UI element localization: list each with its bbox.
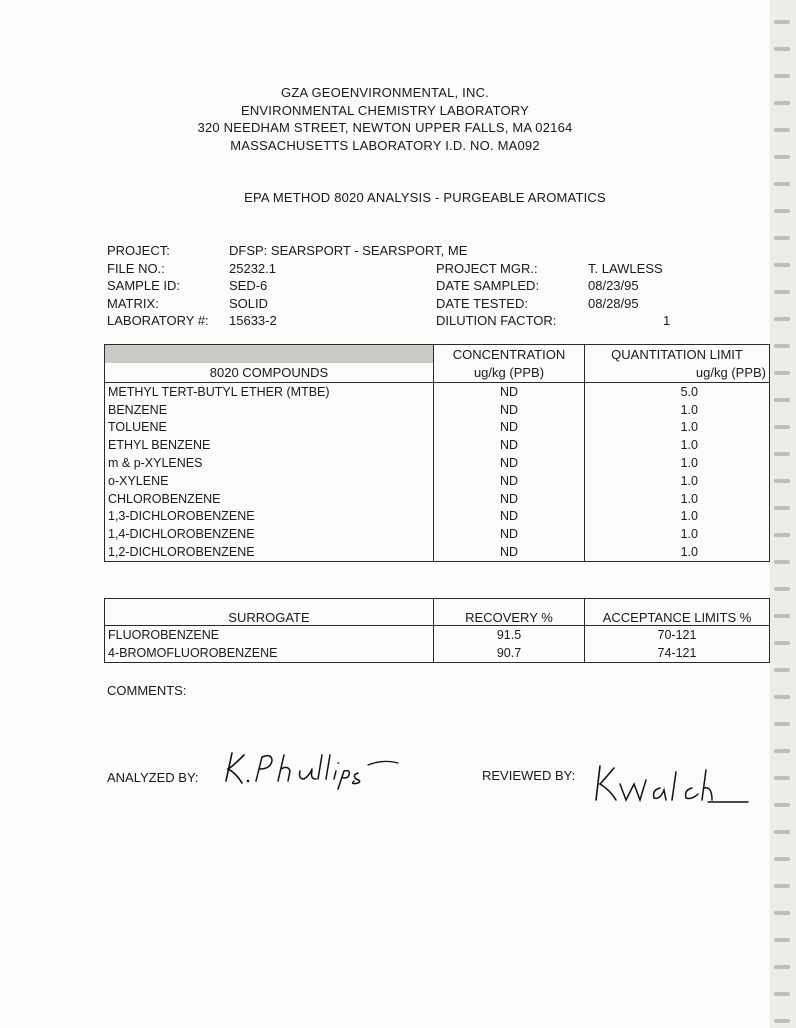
analyzed-signature [218,745,408,790]
compound-limit: 1.0 [680,545,698,560]
compound-limit: 1.0 [680,420,698,435]
labno-label: LABORATORY #: [107,313,209,328]
binding-hole [774,209,790,213]
compound-limit: 1.0 [680,456,698,471]
binding-hole [774,830,790,834]
lab-id: MASSACHUSETTS LABORATORY I.D. NO. MA092 [230,137,540,153]
binding-hole [774,506,790,510]
dilution-label: DILUTION FACTOR: [436,313,557,328]
binding-hole [774,74,790,78]
company-name: GZA GEOENVIRONMENTAL, INC. [281,85,489,100]
compound-name: 1,4-DICHLOROBENZENE [105,525,434,543]
dilution-value: 1 [663,313,671,328]
surrogate-recovery: 91.5 [434,626,585,645]
binding-hole [774,560,790,564]
project-label: PROJECT: [107,243,170,258]
compound-name: TOLUENE [105,419,434,437]
compound-concentration: ND [434,401,585,419]
binding-hole [774,776,790,780]
mgr-value: T. LAWLESS [588,260,663,276]
binding-hole [774,965,790,969]
table-row [105,490,770,508]
analyzed-label: ANALYZED BY: [107,770,199,785]
file-value: 25232.1 [229,260,276,276]
binding-hole [774,47,790,51]
quantitation-header: QUANTITATION LIMIT [585,345,770,364]
info-values-right [588,260,670,330]
binding-hole [774,236,790,240]
compound-limit: 1.0 [680,473,698,488]
sampled-label: DATE SAMPLED: [436,278,540,293]
binding-hole [774,452,790,456]
compound-name: 1,2-DICHLOROBENZENE [105,543,434,561]
recovery-header: RECOVERY % [434,599,585,626]
binding-hole [774,749,790,753]
binding-hole [774,20,790,24]
table-row [105,419,770,437]
binding-hole [774,641,790,645]
tested-label: DATE TESTED: [436,295,528,311]
binding-hole [774,587,790,591]
table-row [105,543,770,561]
binding-hole [774,263,790,267]
binding-hole [774,857,790,861]
binding-hole [774,614,790,618]
info-labels-right [436,260,556,330]
surrogate-header: SURROGATE [105,599,434,626]
compound-concentration: ND [434,525,585,543]
compound-limit: 1.0 [680,491,698,506]
info-values-left [229,242,467,330]
binding-hole [774,371,790,375]
binding-hole [774,992,790,996]
compound-concentration: ND [434,543,585,561]
lab-address: 320 NEEDHAM STREET, NEWTON UPPER FALLS, MA 02164 [197,120,573,135]
compound-limit-cell [585,401,770,419]
concentration-units: ug/kg (PPB) [434,363,585,383]
table-row [105,525,770,543]
labno-value: 15633-2 [229,313,277,328]
surrogate-limits: 74-121 [585,644,770,663]
compound-limit: 1.0 [680,527,698,542]
surrogate-recovery: 90.7 [434,644,585,663]
comments-label: COMMENTS: [107,683,187,698]
compounds-body [105,383,770,562]
acceptance-header: ACCEPTANCE LIMITS % [585,599,770,626]
compound-limit: 1.0 [680,438,698,453]
compound-limit-cell [585,454,770,472]
compound-concentration: ND [434,508,585,526]
compounds-header-shade [105,345,434,364]
quantitation-units: ug/kg (PPB) [585,363,770,383]
compound-limit-cell [585,490,770,508]
sample-label: SAMPLE ID: [107,278,180,293]
binding-hole [774,155,790,159]
table-row [105,508,770,526]
tested-value: 08/28/95 [588,295,639,311]
file-label: FILE NO.: [107,260,165,276]
compound-concentration: ND [434,454,585,472]
compound-name: 1,3-DICHLOROBENZENE [105,508,434,526]
surrogate-name: FLUOROBENZENE [105,626,434,645]
binding-hole [774,533,790,537]
binding-hole [774,101,790,105]
table-row [105,401,770,419]
sample-value: SED-6 [229,278,268,293]
binding-hole [774,884,790,888]
binding-hole [774,938,790,942]
reviewed-signature [588,760,753,810]
compounds-table [104,344,770,562]
matrix-value: SOLID [229,295,269,311]
surrogate-limits: 70-121 [585,626,770,645]
surrogate-body [105,626,770,663]
binding-hole [774,398,790,402]
compound-name: CHLOROBENZENE [105,490,434,508]
table-row [105,454,770,472]
compound-limit-cell [585,543,770,561]
binding-hole [774,911,790,915]
table-row [105,436,770,454]
binding-hole [774,128,790,132]
compound-limit-cell [585,508,770,526]
binding-hole [774,317,790,321]
binding-hole [774,425,790,429]
project-value: DFSP: SEARSPORT - SEARSPORT, ME [229,243,468,258]
binding-hole [774,1019,790,1023]
compound-concentration: ND [434,383,585,401]
table-row [105,644,770,663]
compound-concentration: ND [434,490,585,508]
method-title: EPA METHOD 8020 ANALYSIS - PURGEABLE AROMATICS [244,190,606,205]
binding-hole [774,722,790,726]
sampled-value: 08/23/95 [588,278,639,293]
binding-hole [774,344,790,348]
compound-limit: 1.0 [680,402,698,417]
compound-name: BENZENE [105,401,434,419]
binding-hole [774,290,790,294]
concentration-header: CONCENTRATION [434,345,585,364]
binding-hole [774,803,790,807]
surrogate-name: 4-BROMOFLUOROBENZENE [105,644,434,663]
binding-hole [774,668,790,672]
reviewed-label: REVIEWED BY: [482,768,576,783]
lab-header [0,84,770,154]
binding-edge [770,0,796,1028]
compound-name: ETHYL BENZENE [105,436,434,454]
compound-name: m & p-XYLENES [105,454,434,472]
compound-concentration: ND [434,419,585,437]
binding-hole [774,695,790,699]
compound-limit: 5.0 [680,384,698,399]
compound-limit: 1.0 [680,509,698,524]
matrix-label: MATRIX: [107,295,159,311]
lab-name: ENVIRONMENTAL CHEMISTRY LABORATORY [240,102,530,118]
table-row [105,626,770,645]
compound-concentration: ND [434,436,585,454]
binding-hole [774,182,790,186]
table-row [105,383,770,401]
compound-name: o-XYLENE [105,472,434,490]
compounds-header: 8020 COMPOUNDS [105,363,434,383]
table-row [105,472,770,490]
compound-limit-cell [585,472,770,490]
compound-limit-cell [585,525,770,543]
compound-limit-cell [585,383,770,401]
compound-concentration: ND [434,472,585,490]
compound-limit-cell [585,436,770,454]
binding-hole [774,479,790,483]
compound-name: METHYL TERT-BUTYL ETHER (MTBE) [105,383,434,401]
compound-limit-cell [585,419,770,437]
info-labels-left [107,242,209,330]
mgr-label: PROJECT MGR.: [436,260,538,276]
surrogate-table [104,598,770,663]
